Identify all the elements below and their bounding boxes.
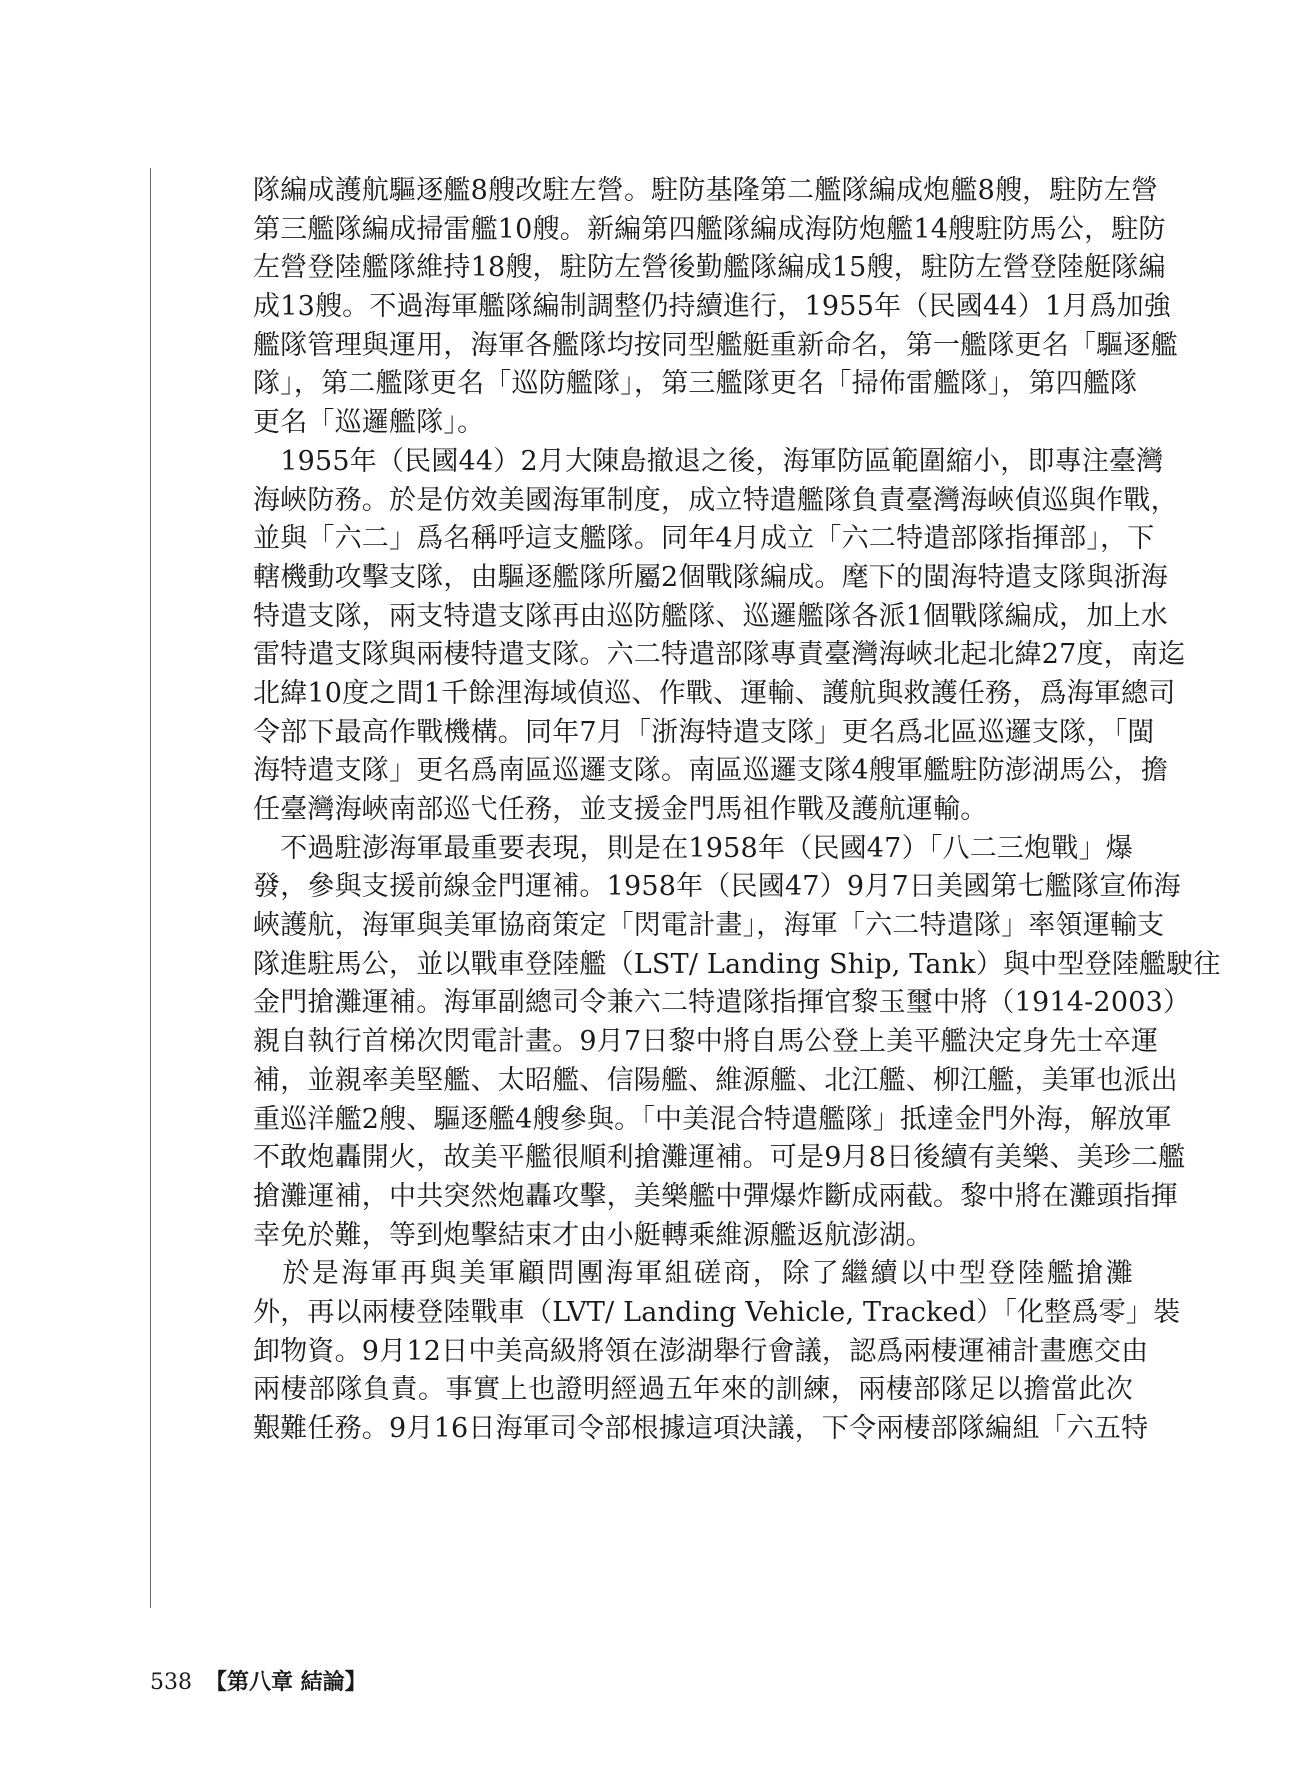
text-line: 成13艘。不過海軍艦隊編制調整仍持續進行，1955年（民國44）1月爲加強 bbox=[253, 291, 1172, 323]
margin-rule bbox=[150, 168, 151, 1608]
text-line: 任臺灣海峽南部巡弋任務，並支援金門馬祖作戰及護航運輸。 bbox=[253, 794, 988, 825]
text-line: 於是海軍再與美軍顧問團海軍組磋商，除了繼續以中型登陸艦搶灘 bbox=[253, 1258, 1133, 1290]
text-line: 隊編成護航驅逐艦8艘改駐左營。駐防基隆第二艦隊編成炮艦8艘，駐防左營 bbox=[253, 175, 1159, 206]
text-line: 幸免於難，等到炮擊結束才由小艇轉乘維源艦返航澎湖。 bbox=[253, 1219, 933, 1251]
text-line: 特遣支隊，兩支特遣支隊再由巡防艦隊、巡邏艦隊各派1個戰隊編成，加上水 bbox=[253, 600, 1168, 632]
text-line: 第三艦隊編成掃雷艦10艘。新編第四艦隊編成海防炮艦14艘駐防馬公，駐防 bbox=[253, 213, 1166, 245]
text-line: 親自執行首梯次閃電計畫。9月7日黎中將自馬公登上美平艦決定身先士卒運 bbox=[253, 1026, 1159, 1058]
text-line: 並與「六二」爲名稱呼這支艦隊。同年4月成立「六二特遣部隊指揮部」，下 bbox=[253, 523, 1155, 555]
page-number: 538 bbox=[150, 1670, 192, 1695]
text-line: 轄機動攻擊支隊，由驅逐艦隊所屬2個戰隊編成。麾下的閩海特遣支隊與浙海 bbox=[253, 561, 1168, 593]
text-line: 搶灘運補，中共突然炮轟攻擊，美樂艦中彈爆炸斷成兩截。黎中將在灘頭指揮 bbox=[253, 1180, 1178, 1212]
text-line: 雷特遣支隊與兩棲特遣支隊。六二特遣部隊專責臺灣海峽北起北緯27度，南迄 bbox=[253, 639, 1186, 671]
text-line: 艦隊管理與運用，海軍各艦隊均按同型艦艇重新命名，第一艦隊更名「驅逐艦 bbox=[253, 329, 1178, 361]
text-line: 補，並親率美堅艦、太昭艦、信陽艦、維源艦、北江艦、柳江艦，美軍也派出 bbox=[253, 1064, 1178, 1096]
text-line: 左營登陸艦隊維持18艘，駐防左營後勤艦隊編成15艘，駐防左營登陸艇隊編 bbox=[253, 252, 1166, 284]
text-line: 兩棲部隊負責。事實上也證明經過五年來的訓練，兩棲部隊足以擔當此次 bbox=[253, 1374, 1133, 1406]
chapter-title: 【第八章 結論】 bbox=[205, 1669, 367, 1695]
body-text bbox=[253, 172, 1221, 1449]
text-line: 不敢炮轟開火，故美平艦很順利搶灘運補。可是9月8日後續有美樂、美珍二艦 bbox=[253, 1142, 1186, 1174]
text-line: 峽護航，海軍與美軍協商策定「閃電計畫」，海軍「六二特遣隊」率領運輸支 bbox=[253, 910, 1165, 942]
text-line: 不過駐澎海軍最重要表現，則是在1958年（民國47）「八二三炮戰」爆 bbox=[253, 832, 1133, 864]
text-line: 北緯10度之間1千餘浬海域偵巡、作戰、運輸、護航與救護任務，爲海軍總司 bbox=[253, 677, 1176, 709]
text-line: 重巡洋艦2艘、驅逐艦4艘參與。「中美混合特遣艦隊」抵達金門外海，解放軍 bbox=[253, 1103, 1172, 1135]
text-line: 發，參與支援前線金門運補。1958年（民國47）9月7日美國第七艦隊宣佈海 bbox=[253, 871, 1181, 903]
text-line: 隊」，第二艦隊更名「巡防艦隊」，第三艦隊更名「掃佈雷艦隊」，第四艦隊 bbox=[253, 368, 1138, 400]
text-line: 海特遣支隊」更名爲南區巡邏支隊。南區巡邏支隊4艘軍艦駐防澎湖馬公，擔 bbox=[253, 755, 1168, 787]
text-line: 隊進駐馬公，並以戰車登陸艦（LST/ Landing Ship, Tank）與中型登陸艦駛往 bbox=[253, 948, 1221, 980]
text-line: 更名「巡邏艦隊」。 bbox=[253, 407, 485, 439]
text-line: 卸物資。9月12日中美高級將領在澎湖舉行會議，認爲兩棲運補計畫應交由 bbox=[253, 1335, 1149, 1367]
text-line: 1955年（民國44）2月大陳島撤退之後，海軍防區範圍縮小，即專注臺灣 bbox=[253, 445, 1164, 477]
text-line: 金門搶灘運補。海軍副總司令兼六二特遣隊指揮官黎玉璽中將（1914-2003） bbox=[253, 987, 1191, 1019]
text-line: 外，再以兩棲登陸戰車（LVT/ Landing Vehicle, Tracked）「化整爲零」裝 bbox=[253, 1296, 1181, 1328]
text-line: 海峽防務。於是仿效美國海軍制度，成立特遣艦隊負責臺灣海峽偵巡與作戰， bbox=[253, 484, 1178, 516]
text-line: 令部下最高作戰機構。同年7月「浙海特遣支隊」更名爲北區巡邏支隊，「閩 bbox=[253, 716, 1155, 748]
text-line: 艱難任務。9月16日海軍司令部根據這項決議，下令兩棲部隊編組「六五特 bbox=[253, 1413, 1149, 1444]
page-footer bbox=[150, 1665, 367, 1696]
